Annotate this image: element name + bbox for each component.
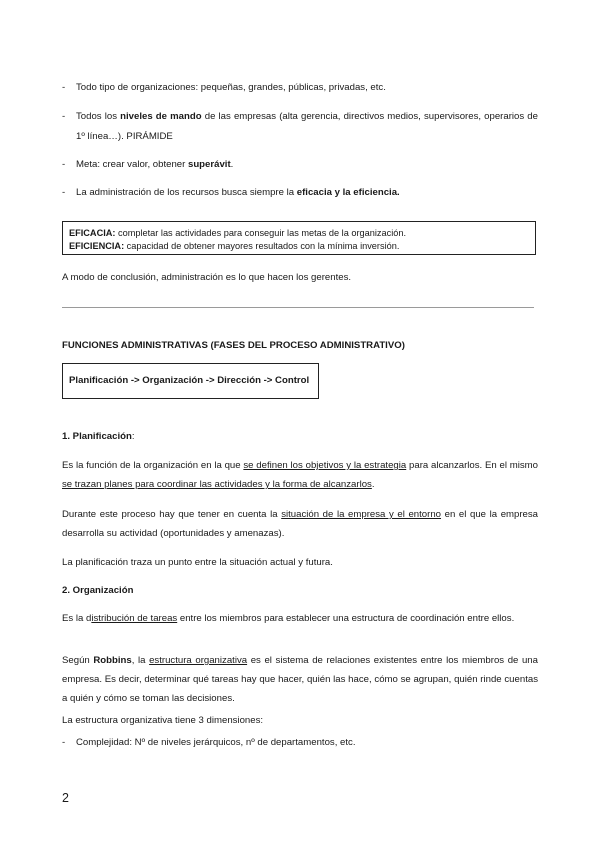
bullet-text: La administración de los recursos busca siempre la eficacia y la eficiencia.: [76, 187, 400, 198]
planificacion-paragraph-2: Durante este proceso hay que tener en cuenta la situación de la empresa y el entorno en el que la empresa desarrolla su actividad (oportunidades y amenazas).: [62, 509, 539, 539]
bullet-eficacia-eficiencia: - La administración de los recursos busca siempre la eficacia y la eficiencia.: [62, 183, 538, 202]
phases-box: Planificación -> Organización -> Dirección -> Control: [62, 363, 319, 399]
conclusion-paragraph: A modo de conclusión, administración es lo que hacen los gerentes.: [62, 272, 352, 283]
organizacion-paragraph-2: Según Robbins, la estructura organizativa es el sistema de relaciones existentes entre los miembros de una empresa. Es decir, determinar qué tareas hay que hacer, quién las hace, cómo se agrupan, quién rinde cuentas a quién y cómo se toman las decisiones.: [62, 655, 538, 704]
organizacion-paragraph-3: La estructura organizativa tiene 3 dimensiones:: [62, 715, 264, 726]
bullet-text: Todo tipo de organizaciones: pequeñas, grandes, públicas, privadas, etc.: [76, 82, 386, 93]
definitions-box: [62, 221, 536, 255]
planificacion-paragraph-3: La planificación traza un punto entre la situación actual y futura.: [62, 557, 333, 568]
planificacion-paragraph-1: Es la función de la organización en la que se definen los objetivos y la estrategia para alcanzarlos. En el mismo se trazan planes para coordinar las actividades y la forma de alcanzarlos.: [62, 460, 539, 490]
section-title: FUNCIONES ADMINISTRATIVAS (FASES DEL PROCESO ADMINISTRATIVO): [62, 340, 405, 351]
bullet-text: Meta: crear valor, obtener superávit.: [76, 159, 234, 170]
organizacion-heading: 2. Organización: [62, 585, 134, 596]
bullet-niveles-de-mando: - Todos los niveles de mando de las empresas (alta gerencia, directivos medios, supervisores, operarios de 1º línea…). PIRÁMIDE: [62, 107, 538, 145]
bullet-organizaciones: - Todo tipo de organizaciones: pequeñas, grandes, públicas, privadas, etc.: [62, 78, 538, 97]
definition-eficiencia: EFICIENCIA: capacidad de obtener mayores resultados con la mínima inversión.: [69, 241, 400, 251]
bullet-complejidad: - Complejidad: Nº de niveles jerárquicos, nº de departamentos, etc.: [62, 733, 538, 752]
bullet-meta: - Meta: crear valor, obtener superávit.: [62, 155, 538, 174]
bullet-text: Todos los niveles de mando de las empresas (alta gerencia, directivos medios, supervisores, operarios de 1º línea…). PIRÁMIDE: [76, 111, 538, 142]
horizontal-divider: [62, 307, 534, 308]
bullet-text: Complejidad: Nº de niveles jerárquicos, nº de departamentos, etc.: [76, 737, 356, 748]
definition-eficacia: EFICACIA: completar las actividades para conseguir las metas de la organización.: [69, 228, 407, 238]
organizacion-paragraph-1: Es la distribución de tareas entre los miembros para establecer una estructura de coordinación entre ellos.: [62, 613, 515, 624]
page-number: 2: [62, 791, 69, 805]
planificacion-heading: 1. Planificación:: [62, 431, 135, 442]
